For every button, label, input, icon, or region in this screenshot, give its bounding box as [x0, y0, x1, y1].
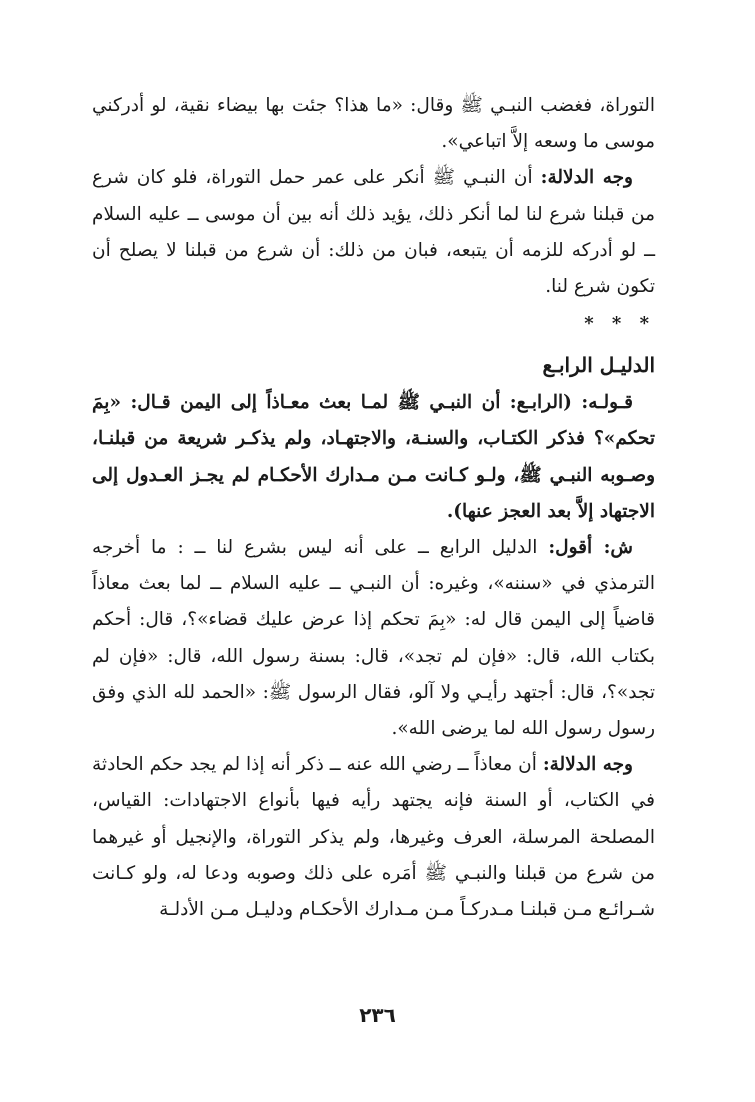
section-separator: * * *	[584, 313, 655, 335]
paragraph-evidence-1	[92, 160, 655, 305]
paragraph-text: أن معاذاً ــ رضي الله عنه ــ ذكر أنه إذا لم يجد حكم الحادثة في الكتاب، أو السنة فإنه يجتهد رأيه فيها بأنواع الاجتهادات: القياس، المصلحة المرسلة، العرف وغيرها، ولم يذكر التوراة، والإنجيل أو غيرهما من شرع من قبلنا والنبـي ﷺ أمَره على ذلك وصوبه ودعا له، ولو كـانت شـرائـع مـن قبلنـا مـدركـاً مـن مـدارك الأحكـام ودليـل مـن الأدلـة	[92, 754, 655, 921]
paragraph-evidence-2	[92, 747, 655, 928]
evidence-label: وجه الدلالة:	[542, 754, 633, 776]
paragraph-hadith-end	[92, 88, 655, 160]
page-number: ٢٣٦	[359, 1003, 396, 1027]
paragraph-text: أن النبـي ﷺ أنكر على عمر حمل التوراة، فلو كان شرع من قبلنا شرع لنا لما أنكر ذلك، يؤيد ذلك أنه بين أن موسى ــ عليه السلام ــ لو أدركه للزمه أن يتبعه، فبان من ذلك: أن شرع من قبلنا لا يصلح أن تكون شرع لنا.	[92, 167, 655, 298]
paragraph-text: الدليل الرابع ــ على أنه ليس بشرع لنا ــ : ما أخرجه الترمذي في «سننه»، وغيره: أن النبـي ــ عليه السلام ــ لما بعث معاذاً قاضياً إلى اليمن قال له: «بِمَ تحكم إذا عرض عليك قضاء»؟، قال: أحكم بكتاب الله، قال: «فإن لم تجد»، قال: بسنة رسول الله، قال: «فإن لم تجد»؟، قال: أجتهد رأيـي ولا آلو، فقال الرسول ﷺ: «الحمد لله الذي وفق رسول رسول الله لما يرضى الله».	[92, 537, 655, 740]
paragraph-text: التوراة، فغضب النبـي ﷺ وقال: «ما هذا؟ جئت بها بيضاء نقية، لو أدركني موسى ما وسعه إلاَّ اتباعي».	[92, 95, 655, 153]
paragraph-commentary	[92, 530, 655, 747]
commentary-label: ش: أقول:	[548, 537, 633, 559]
page-body	[92, 88, 655, 928]
evidence-label: وجه الدلالة:	[540, 167, 633, 189]
section-heading: الدليـل الرابـع	[542, 353, 655, 378]
quoted-text-block: قـولـه: (الرابـع: أن النبـي ﷺ لمـا بعث معـاذاً إلى اليمن قـال: «بِمَ تحكم»؟ فذكر الكتـاب، والسنـة، والاجتهـاد، ولم يذكـر شريعة من قبلنـا، وصـوبه النبـي ﷺ، ولـو كـانت مـن مـدارك الأحكـام لم يجـز العـدول إلى الاجتهاد إلاَّ بعد العجز عنها).	[92, 392, 655, 522]
